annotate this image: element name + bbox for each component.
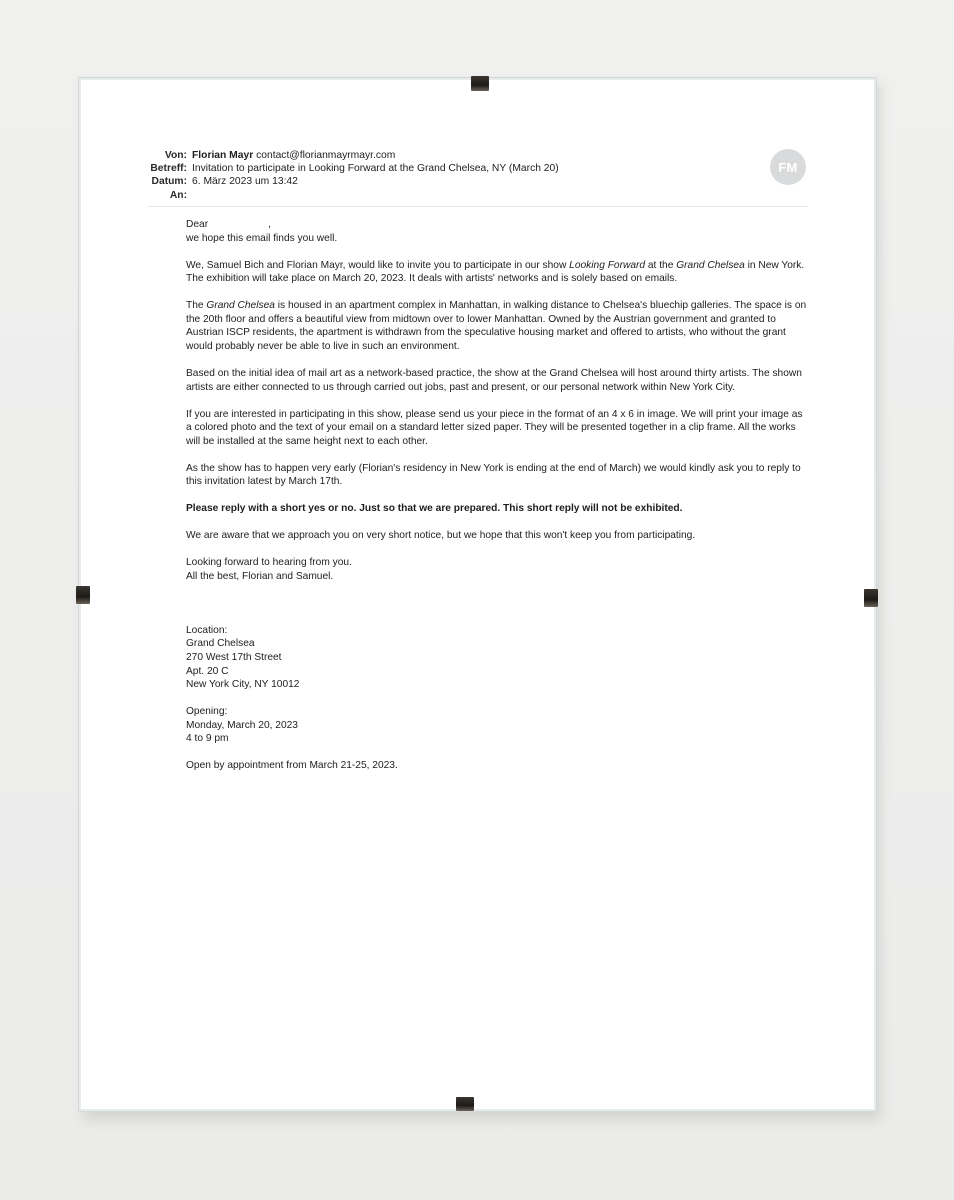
location-apt: Apt. 20 C — [186, 665, 229, 677]
subject-label: Betreff: — [150, 163, 187, 175]
opening-label: Opening: — [186, 706, 228, 718]
show-title: Looking Forward — [569, 259, 646, 271]
header-subject-row — [120, 162, 559, 175]
sender-avatar — [770, 149, 806, 185]
paragraph-format: If you are interested in participating in this show, please send us your piece in the format of an 4 x 6 in image. We will print your image as a colored photo and the text of your email on a standard letter sized paper. They will be presented together in a clip frame. All the works will be installed at the same height next to each other. — [186, 408, 803, 447]
paragraph-venue — [186, 299, 810, 353]
avatar-initials: FM — [778, 159, 798, 175]
frame-clip-left — [76, 586, 90, 604]
location-name: Grand Chelsea — [186, 638, 255, 650]
paragraph-notice: We are aware that we approach you on very short notice, but we hope that this won't keep you from participating. — [186, 530, 696, 542]
greeting-block — [186, 218, 810, 245]
appointment-line: Open by appointment from March 21-25, 2023. — [186, 760, 398, 772]
greeting-comma: , — [268, 219, 271, 230]
from-label: Von: — [164, 150, 187, 161]
spacer — [186, 597, 810, 611]
p2-text-a: The — [186, 300, 207, 312]
paragraph-invitation — [186, 259, 810, 286]
p1-text-c: in New York. The exhibition will take place on March 20, 2023. It deals with artists' networks and is solely based on emails. — [186, 259, 805, 285]
header-divider — [148, 206, 808, 207]
opening-date: Monday, March 20, 2023 — [186, 719, 298, 731]
location-street: 270 West 17th Street — [186, 651, 282, 663]
date-label: Datum: — [151, 176, 187, 188]
location-label: Location: — [186, 624, 228, 636]
date-text: 6. März 2023 um 13:42 — [192, 176, 298, 188]
location-block — [186, 624, 810, 692]
sender-email[interactable]: contact@florianmayrmayr.com — [256, 150, 396, 161]
venue-name: Grand Chelsea — [676, 259, 745, 271]
paragraph-concept: Based on the initial idea of mail art as a network-based practice, the show at the Grand Chelsea will host around thirty artists. The shown artists are either connected to us through carried out jobs, past and present, or our personal network within New York City. — [186, 367, 802, 393]
closing-line-1: Looking forward to hearing from you. — [186, 557, 352, 569]
header-date-row — [120, 175, 559, 188]
opening-time: 4 to 9 pm — [186, 733, 229, 745]
p1-text-b: at the — [645, 259, 677, 271]
header-to-row — [120, 189, 559, 202]
email-header — [120, 149, 559, 202]
closing-line-2: All the best, Florian and Samuel. — [186, 570, 334, 582]
greeting: Dear — [186, 219, 209, 230]
header-from-row — [120, 149, 559, 162]
frame-clip-right — [864, 589, 878, 607]
p1-text-a: We, Samuel Bich and Florian Mayr, would like to invite you to participate in our show — [186, 259, 570, 271]
opening-line: we hope this email finds you well. — [186, 232, 338, 244]
closing-block — [186, 556, 810, 583]
location-city: New York City, NY 10012 — [186, 679, 300, 691]
paragraph-reply-request: Please reply with a short yes or no. Just so that we are prepared. This short reply will not be exhibited. — [186, 503, 683, 515]
email-body — [186, 218, 810, 786]
to-label: An: — [169, 189, 187, 201]
subject-text: Invitation to participate in Looking Forward at the Grand Chelsea, NY (March 20) — [192, 163, 559, 175]
frame-clip-top — [471, 76, 489, 91]
paragraph-deadline: As the show has to happen very early (Florian's residency in New York is ending at the end of March) we would kindly ask you to reply to this invitation latest by March 17th. — [186, 462, 801, 488]
p2-text-b: is housed in an apartment complex in Manhattan, in walking distance to Chelsea's bluechip galleries. The space is on the 20th floor and offers a beautiful view from midtown over to lower Manhattan. Owned by the Austrian government and granted to Austrian ISCP residents, the apartment is withdrawn from the speculative housing market and offered to artists, who without the grant would probably never be able to live in such an environment. — [186, 300, 807, 352]
frame-clip-bottom — [456, 1097, 474, 1111]
opening-block — [186, 705, 810, 746]
sender-name: Florian Mayr — [192, 150, 254, 161]
venue-name-2: Grand Chelsea — [206, 300, 275, 312]
